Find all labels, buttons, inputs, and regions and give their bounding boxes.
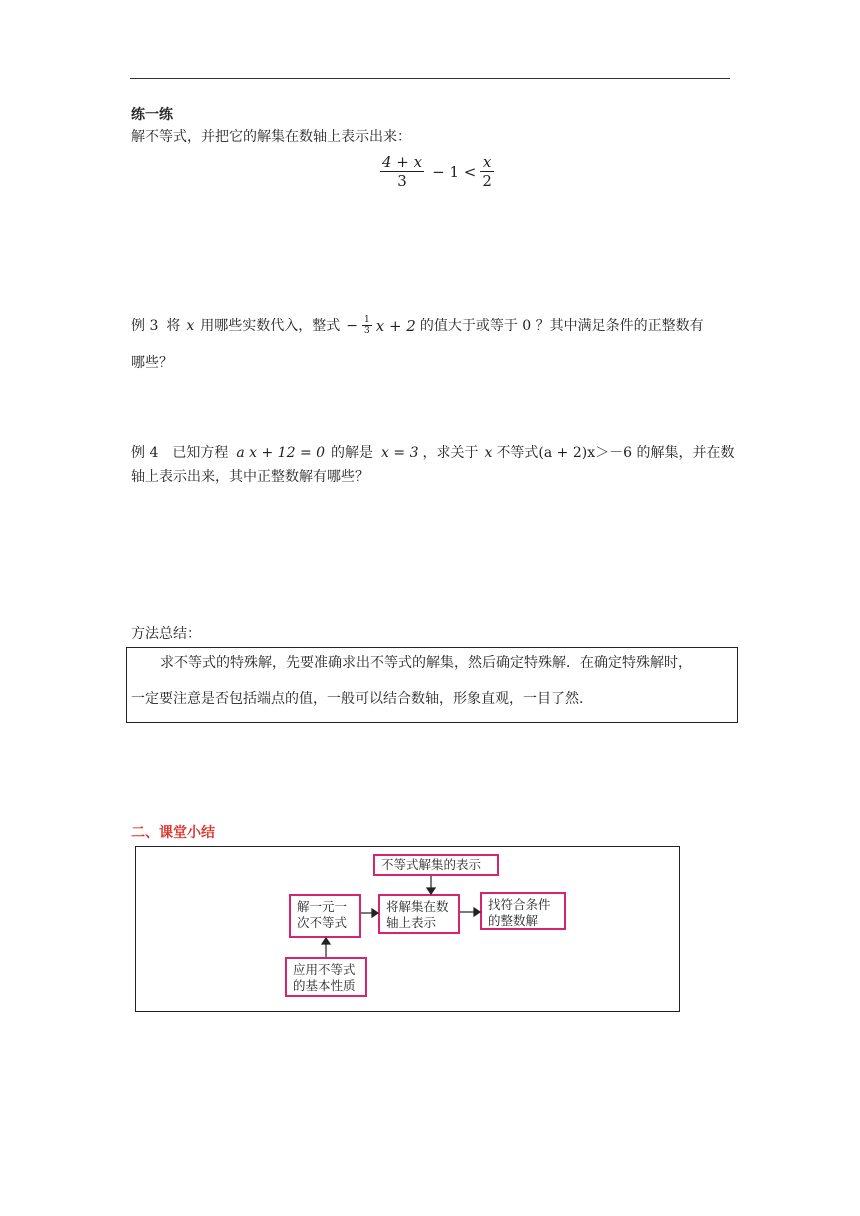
arrowhead-bottom-to-left [322, 938, 330, 944]
example3-expression: x + 2 [375, 316, 416, 335]
right-box-line1: 找符合条件 [488, 897, 551, 912]
practice-instruction: 解不等式，并把它的解集在数轴上表示出来： [131, 129, 411, 145]
example4-text-b: 的解是 [331, 445, 374, 461]
example4-text-a: 已知方程 [172, 445, 229, 461]
center-box-line2: 轴上表示 [386, 915, 437, 930]
left-box-line2: 次不等式 [297, 915, 348, 930]
example3-frac-den: 3 [364, 326, 370, 336]
example4-line2: 轴上表示出来，其中正整数解有哪些？ [131, 469, 369, 485]
right-numerator: x [482, 153, 492, 171]
arrowhead-center-to-right [474, 908, 480, 916]
example3-label: 例 3 [131, 317, 159, 334]
bottom-box-line2: 的基本性质 [293, 978, 356, 993]
example4-text-d: 不等式(a + 2)x＞－6 的解集，并在数 [496, 445, 735, 461]
summary-title: 二、课堂小结 [131, 825, 215, 841]
practice-title: 练一练 [131, 107, 173, 123]
left-denominator: 3 [397, 172, 407, 190]
method-line1: 求不等式的特殊解，先要准确求出不等式的解集，然后确定特殊解．在确定特殊解时， [160, 655, 692, 671]
example4-var-x: x [484, 445, 493, 461]
right-box-line2: 的整数解 [488, 913, 539, 928]
method-label: 方法总结： [131, 626, 201, 642]
center-box-line1: 将解集在数 [386, 899, 449, 914]
example4-equation: a x + 12 = 0 [236, 445, 326, 461]
example4-text-c: ，求关于 [422, 445, 479, 461]
example3-text-c: 的值大于或等于 0 ？其中满足条件的正整数有 [419, 317, 704, 334]
right-denominator: 2 [482, 172, 492, 190]
arrowhead-left-to-center [372, 909, 378, 917]
method-line2: 一定要注意是否包括端点的值，一般可以结合数轴，形象直观，一目了然. [131, 691, 584, 707]
example3-frac-num: 1 [364, 315, 370, 325]
example3-line2: 哪些？ [131, 355, 173, 371]
bottom-box-line1: 应用不等式 [293, 962, 356, 977]
example3-text-b: 用哪些实数代入，整式 [200, 317, 341, 334]
top-box-label: 不等式解集的表示 [381, 857, 482, 872]
inequality-middle: − 1 < [432, 162, 477, 181]
example3-text-a: 将 [166, 317, 181, 334]
left-numerator: 4 + x [382, 153, 423, 171]
left-box-line1: 解一元一 [297, 899, 348, 914]
example4-label: 例 4 [131, 445, 159, 461]
arrowhead-top-to-center [427, 888, 435, 894]
example4-solution: x = 3 [381, 445, 419, 461]
example3-var-x: x [186, 317, 195, 334]
example3-minus: − [346, 317, 358, 334]
